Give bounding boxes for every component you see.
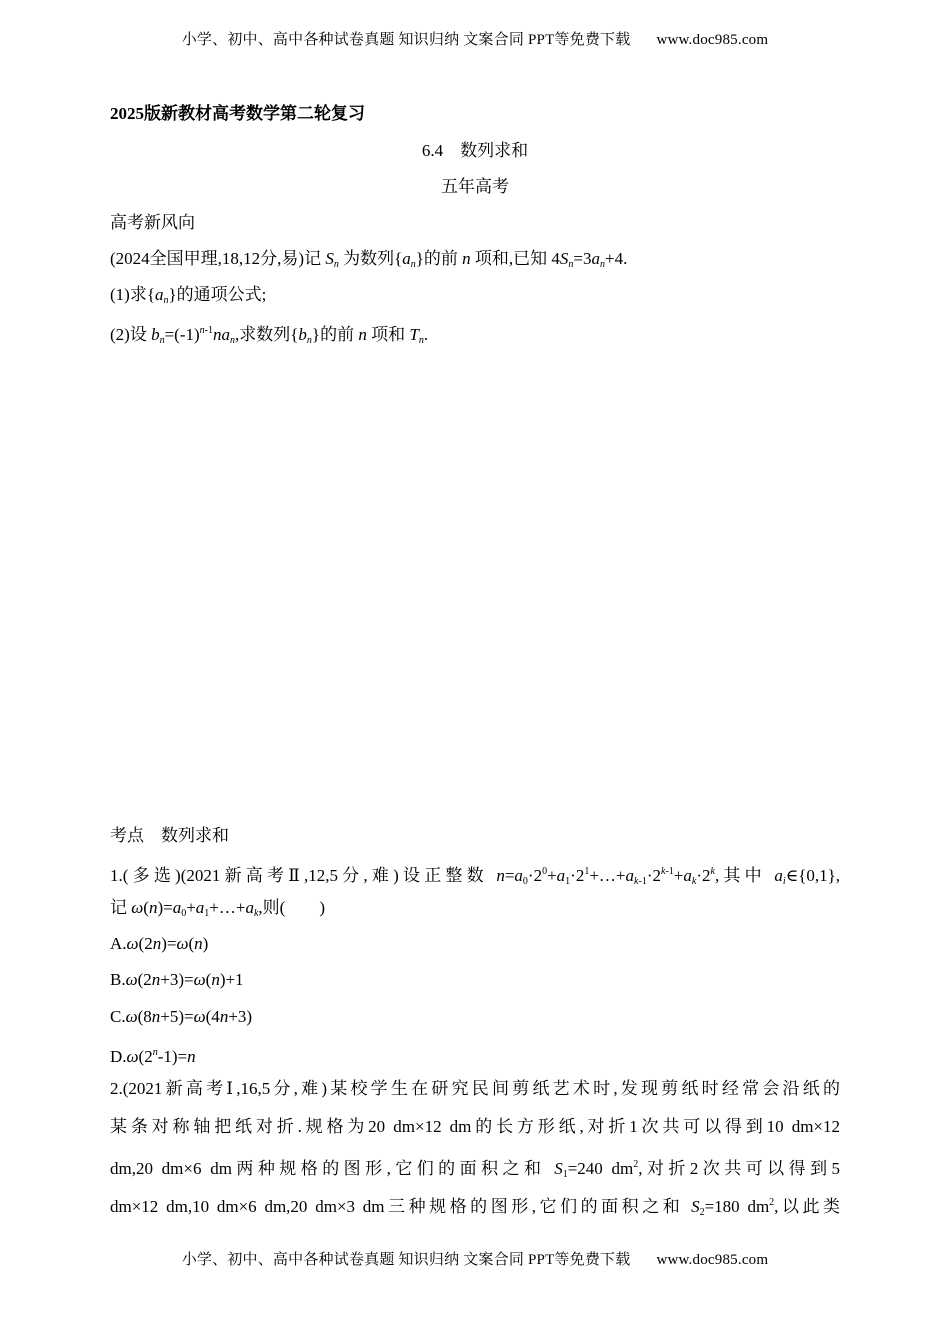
footer-site-link[interactable]: www.doc985.com [656,1252,769,1268]
question-2-line-4: dm×12 dm,10 dm×6 dm,20 dm×3 dm三种规格的图形,它们的面积之和 $S_2=180$ $dm^2$,以此类 [110,1197,841,1218]
page-header [0,28,950,49]
footer-text: 小学、初中、高中各种试卷真题 知识归纳 文案合同 PPT等免费下载 [181,1252,631,1268]
subsection-title: 五年高考 [441,177,509,196]
question-2-line-2: 某条对称轴把纸对折.规格为20 dm×12 dm的长方形纸,对折1次共可以得到10 dm×12 [110,1117,840,1136]
kaodian-heading: 考点 数列求和 [110,826,229,845]
question-0-part-1: (1)求$\{a_n\}$的通项公式; [110,285,267,306]
header-text: 小学、初中、高中各种试卷真题 知识归纳 文案合同 PPT等免费下载 [181,32,631,48]
page-footer [0,1248,950,1269]
question-2-line-1: 2.(2021新高考Ⅰ,16,5分,难)某校学生在研究民间剪纸艺术时,发现剪纸时经常会沿纸的 [110,1079,840,1098]
section-title: 6.4 数列求和 [421,141,529,160]
question-0-stem: (2024全国甲理,18,12分,易)记 $S_n$ 为数列$\{a_n\}$的前 n 项和,已知 $4S_n=3a_n+4$. [110,249,628,270]
question-0-part-2: (2)设 $b_n=(-1)^{n-1}na_n$,求数列$\{b_n\}$的前 n 项和 $T_n$. [110,325,429,346]
header-site-link[interactable]: www.doc985.com [656,32,769,48]
new-trend-heading: 高考新风向 [110,213,195,232]
document-title: 2025版新教材高考数学第二轮复习 [110,104,365,123]
question-1-option-b[interactable]: B.ω(2n+3)=ω(n)+1 [110,970,244,989]
question-1-option-d[interactable]: $D.\omega(2^n-1)=n$ [110,1047,196,1066]
question-1-option-c[interactable]: C.ω(8n+5)=ω(4n+3) [110,1007,253,1026]
question-1-stem-line-2: 记 $\omega(n)=a_0+a_1+\dots+a_k$,则( ) [110,898,325,919]
question-1-option-a[interactable]: A.ω(2n)=ω(n) [110,934,209,953]
question-1-stem-line-1: 1.(多选)(2021新高考Ⅱ,12,5分,难)设正整数 $n=a_0\cdot 2^0+a_1\cdot 2^1+\dots+a_{k-1}\cdot 2^{k-1}+a_k\cdot 2^k$,其中 $a_i\in\{0,1\}$, [110,866,841,887]
question-2-line-3: dm,20 dm×6 dm两种规格的图形,它们的面积之和 $S_1=240$ $dm^2$,对折2次共可以得到5 [110,1159,841,1180]
